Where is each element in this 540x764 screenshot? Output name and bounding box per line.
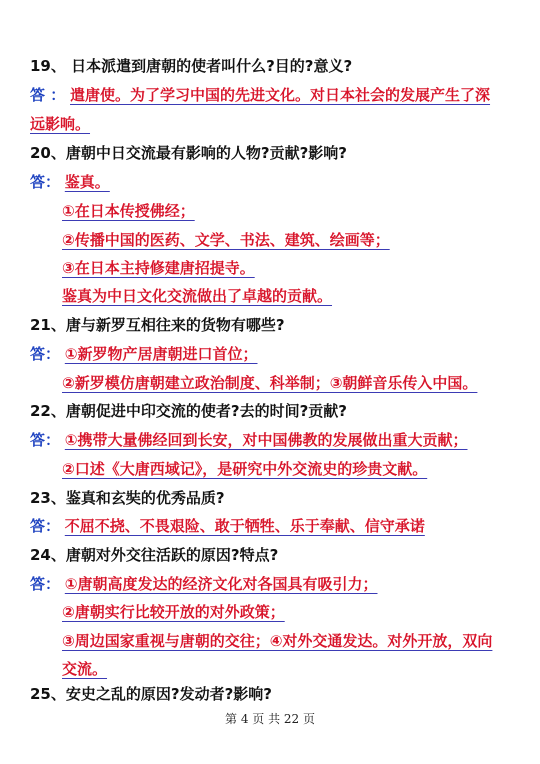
answer-20-line-1: 答： 鉴真。 [30, 173, 110, 191]
question-23: 23、鉴真和玄奘的优秀品质? [30, 489, 225, 507]
page-footer: 第 4 页 共 22 页 [225, 712, 315, 726]
answer-20-line-3: ②传播中国的医药、文学、书法、建筑、绘画等； [62, 231, 390, 249]
question-22: 22、唐朝促进中印交流的使者?去的时间?贡献? [30, 402, 347, 420]
answer-21-line-1: 答： ①新罗物产居唐朝进口首位； [30, 345, 258, 363]
answer-19-line-2: 远影响。 [30, 115, 91, 133]
answer-19-line-1: 答 ： 遣唐使。为了学习中国的先进文化。对日本社会的发展产生了深 [30, 86, 491, 104]
answer-24-line-1: 答： ①唐朝高度发达的经济文化对各国具有吸引力； [30, 575, 378, 593]
answer-22-line-1: 答： ①携带大量佛经回到长安，对中国佛教的发展做出重大贡献； [30, 431, 468, 449]
answer-23: 答： 不屈不挠、不畏艰险、敢于牺牲、乐于奉献、信守承诺 [30, 517, 425, 535]
answer-21-line-2: ②新罗模仿唐朝建立政治制度、科举制；③朝鲜音乐传入中国。 [62, 374, 478, 392]
question-24: 24、唐朝对外交往活跃的原因?特点? [30, 546, 279, 564]
answer-22-line-2: ②口述《大唐西域记》，是研究中外交流史的珍贵文献。 [62, 460, 428, 478]
answer-24-line-3: ③周边国家重视与唐朝的交往；④对外交通发达。对外开放，双向 [62, 632, 493, 650]
answer-24-line-4: 交流。 [62, 660, 108, 678]
question-21: 21、唐与新罗互相往来的货物有哪些? [30, 316, 285, 334]
question-20: 20、唐朝中日交流最有影响的人物?贡献?影响? [30, 144, 347, 162]
answer-20-line-5: 鉴真为中日文化交流做出了卓越的贡献。 [62, 287, 333, 305]
question-25: 25、安史之乱的原因?发动者?影响? [30, 685, 272, 703]
answer-20-line-2: ①在日本传授佛经； [62, 202, 195, 220]
answer-20-line-4: ③在日本主持修建唐招提寺。 [62, 259, 255, 277]
answer-24-line-2: ②唐朝实行比较开放的对外政策； [62, 603, 285, 621]
question-19: 19、 日本派遣到唐朝的使者叫什么?目的?意义? [30, 57, 353, 75]
